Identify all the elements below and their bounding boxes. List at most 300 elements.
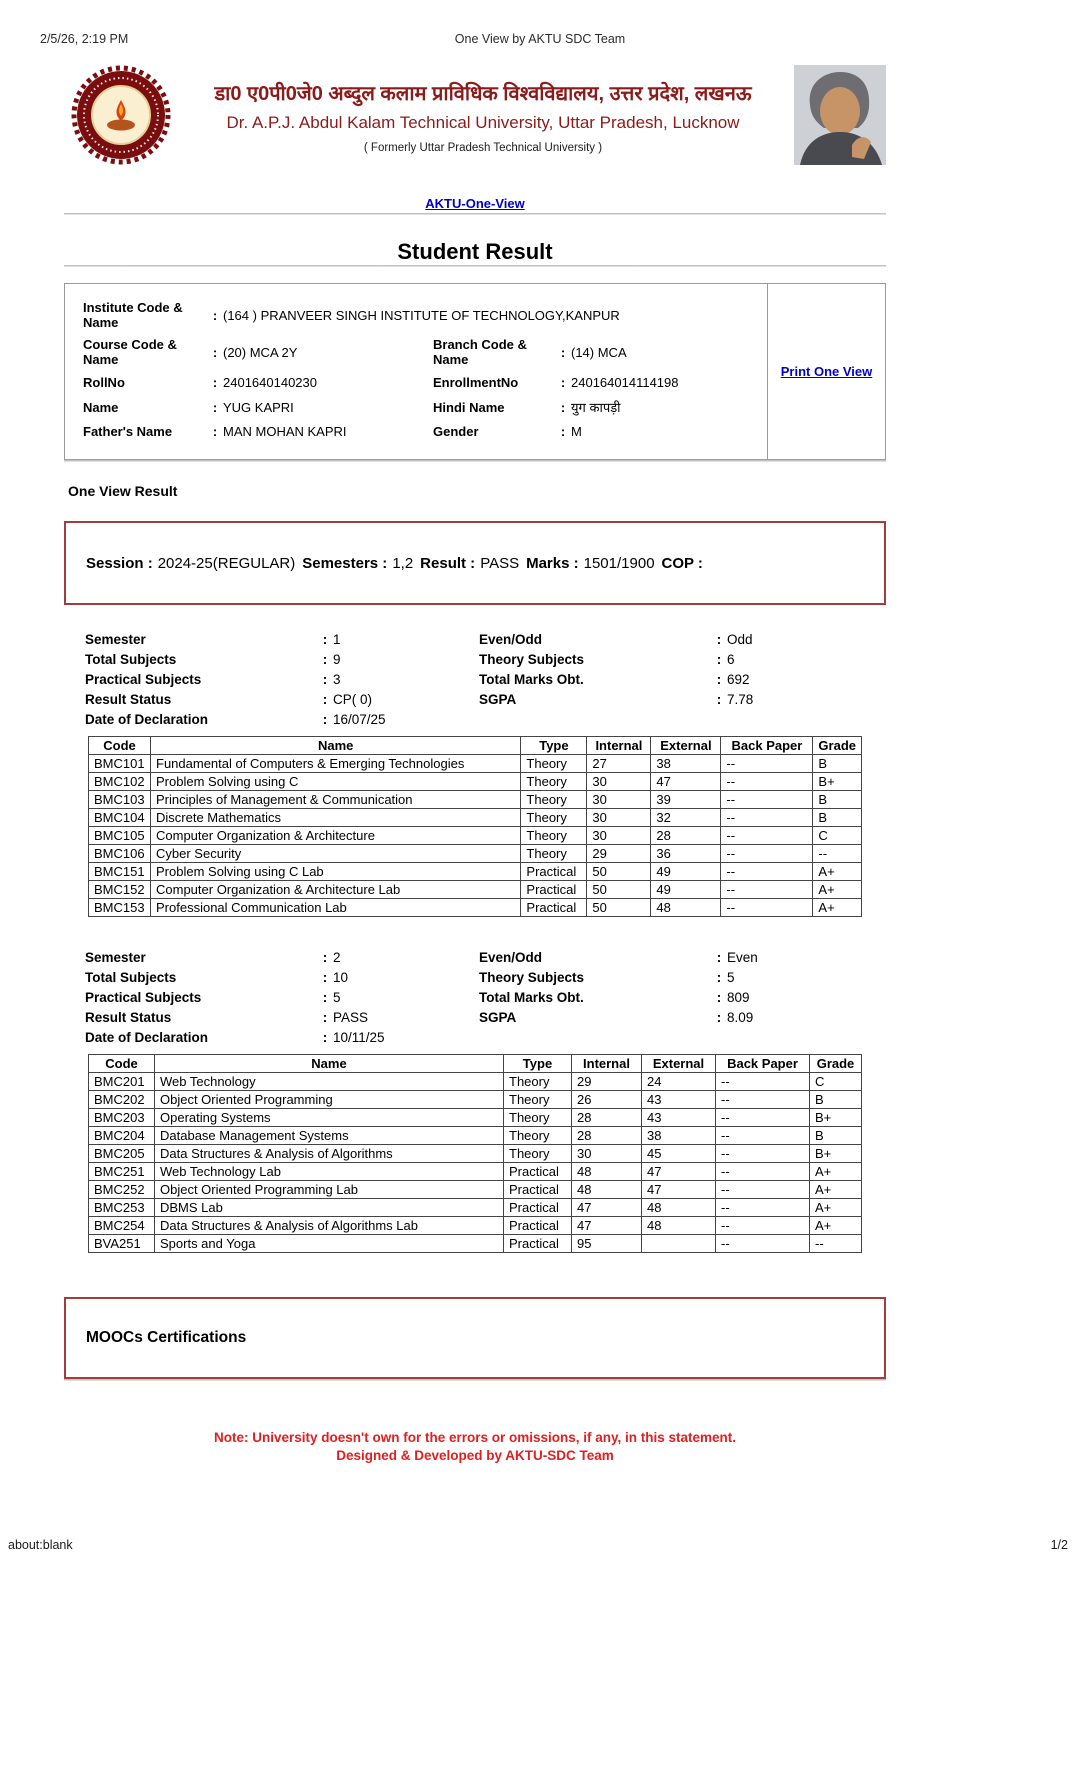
session-field-value: PASS [480, 554, 520, 572]
cell-external: 43 [642, 1091, 716, 1109]
colon: : [212, 399, 218, 415]
field-label: Total Marks Obt. [479, 989, 584, 1005]
cell-name: Computer Organization & Architecture [151, 827, 521, 845]
field-label: SGPA [479, 1009, 517, 1025]
cell-external: 28 [651, 827, 721, 845]
field-value: (20) MCA 2Y [223, 344, 298, 360]
colon: : [322, 711, 328, 727]
field-label: Total Subjects [85, 969, 177, 985]
result-row [89, 827, 862, 845]
field-row [85, 967, 886, 987]
cell-internal: 29 [572, 1073, 642, 1091]
cell-grade: -- [810, 1235, 862, 1253]
note-text: Note: University doesn't own for the errors or omissions, if any, in this statement. [213, 1430, 737, 1445]
university-title-block [172, 82, 794, 154]
colon: : [212, 424, 218, 439]
column-header: Grade [810, 1055, 862, 1073]
cell-type: Theory [504, 1073, 572, 1091]
field-value: 7.78 [727, 691, 754, 707]
cell-name: Web Technology Lab [155, 1163, 504, 1181]
cell-type: Practical [504, 1217, 572, 1235]
university-logo-icon [70, 64, 172, 171]
divider [64, 460, 886, 462]
print-timestamp: 2/5/26, 2:19 PM [40, 32, 129, 46]
moocs-box [64, 1297, 886, 1379]
cell-back-paper: -- [716, 1217, 810, 1235]
one-view-result-heading: One View Result [68, 483, 178, 499]
field-row [83, 374, 749, 391]
result-row [89, 1181, 862, 1199]
session-summary-box [64, 521, 886, 605]
cell-grade: C [813, 827, 862, 845]
field-value: 3 [333, 671, 341, 687]
column-header: Code [89, 737, 151, 755]
colon: : [212, 375, 218, 390]
colon: : [716, 969, 722, 985]
cell-internal: 50 [587, 881, 651, 899]
field-value: PASS [333, 1009, 369, 1025]
cell-back-paper: -- [721, 863, 813, 881]
field-value: 809 [727, 989, 750, 1005]
field-value: MAN MOHAN KAPRI [223, 424, 347, 439]
cell-external: 38 [642, 1127, 716, 1145]
credit-text: Designed & Developed by AKTU-SDC Team [336, 1447, 614, 1463]
field-label: Date of Declaration [85, 711, 209, 727]
field-label: Course Code & Name [83, 337, 177, 367]
field-label: Even/Odd [479, 949, 543, 965]
field-label: Hindi Name [433, 399, 505, 415]
column-header: Name [151, 737, 521, 755]
session-field-label: Semesters : [302, 554, 388, 572]
cell-type: Practical [504, 1163, 572, 1181]
cell-back-paper: -- [721, 755, 813, 773]
cell-internal: 30 [572, 1145, 642, 1163]
cell-type: Practical [504, 1235, 572, 1253]
column-header: Internal [572, 1055, 642, 1073]
field-label: Result Status [85, 691, 172, 707]
result-row [89, 1091, 862, 1109]
cell-name: Cyber Security [151, 845, 521, 863]
session-line [86, 555, 715, 572]
field-value: Even [727, 949, 758, 965]
cell-name: Database Management Systems [155, 1127, 504, 1145]
field-value: Odd [727, 631, 753, 647]
moocs-heading: MOOCs Certifications [86, 1329, 247, 1346]
semester1-summary [64, 629, 886, 729]
semester2-table-body [89, 1073, 862, 1253]
result-row [89, 809, 862, 827]
cell-grade: A+ [810, 1217, 862, 1235]
column-header: External [651, 737, 721, 755]
field-label: Name [83, 399, 119, 415]
field-label: Practical Subjects [85, 989, 202, 1005]
aktu-one-view-link[interactable]: AKTU-One-View [425, 196, 525, 211]
table-header-row [89, 737, 862, 755]
cell-code: BMC101 [89, 755, 151, 773]
field-label: EnrollmentNo [433, 375, 519, 390]
cell-name: Sports and Yoga [155, 1235, 504, 1253]
cell-code: BMC252 [89, 1181, 155, 1199]
cell-code: BMC253 [89, 1199, 155, 1217]
cell-back-paper: -- [721, 845, 813, 863]
cell-type: Practical [521, 863, 587, 881]
cell-type: Theory [521, 845, 587, 863]
field-value: 5 [333, 989, 341, 1005]
semester2-results-table [88, 1054, 862, 1253]
cell-name: Professional Communication Lab [151, 899, 521, 917]
column-header: Internal [587, 737, 651, 755]
colon: : [560, 424, 566, 439]
field-value: (164 ) PRANVEER SINGH INSTITUTE OF TECHNOLOGY,KANPUR [223, 307, 620, 323]
field-row [83, 423, 749, 440]
field-value: 10 [333, 969, 349, 985]
cell-internal: 50 [587, 863, 651, 881]
colon: : [212, 307, 218, 323]
cell-type: Practical [521, 881, 587, 899]
cell-internal: 95 [572, 1235, 642, 1253]
result-row [89, 1217, 862, 1235]
cell-name: Object Oriented Programming Lab [155, 1181, 504, 1199]
cell-grade: A+ [813, 899, 862, 917]
cell-external: 49 [651, 881, 721, 899]
cell-type: Theory [521, 827, 587, 845]
cell-back-paper: -- [716, 1127, 810, 1145]
cell-back-paper: -- [716, 1235, 810, 1253]
field-label: SGPA [479, 691, 517, 707]
result-row [89, 1199, 862, 1217]
field-label: Date of Declaration [85, 1029, 209, 1045]
semester1-results-table [88, 736, 862, 917]
table-header-row [89, 1055, 862, 1073]
cell-internal: 47 [572, 1217, 642, 1235]
column-header: Type [504, 1055, 572, 1073]
field-label: Result Status [85, 1009, 172, 1025]
result-row [89, 1073, 862, 1091]
cell-name: Problem Solving using C [151, 773, 521, 791]
field-label: Theory Subjects [479, 969, 585, 985]
result-row [89, 791, 862, 809]
field-value: 16/07/25 [333, 711, 386, 727]
cell-code: BMC102 [89, 773, 151, 791]
field-row [85, 669, 886, 689]
cell-internal: 30 [587, 809, 651, 827]
cell-external: 36 [651, 845, 721, 863]
divider [64, 213, 886, 215]
cell-grade: A+ [810, 1163, 862, 1181]
cell-name: DBMS Lab [155, 1199, 504, 1217]
cell-name: Web Technology [155, 1073, 504, 1091]
cell-back-paper: -- [716, 1163, 810, 1181]
student-info-box [64, 283, 886, 460]
field-label: Practical Subjects [85, 671, 202, 687]
cell-internal: 28 [572, 1109, 642, 1127]
colon: : [322, 651, 328, 667]
result-row [89, 1127, 862, 1145]
field-row [85, 987, 886, 1007]
cell-type: Theory [504, 1091, 572, 1109]
university-name-english: Dr. A.P.J. Abdul Kalam Technical University, Uttar Pradesh, Lucknow [226, 112, 740, 132]
field-label: Semester [85, 631, 146, 647]
field-value: (14) MCA [571, 344, 627, 360]
cell-type: Practical [521, 899, 587, 917]
cell-type: Practical [504, 1181, 572, 1199]
cell-grade: A+ [810, 1181, 862, 1199]
cell-grade: A+ [813, 863, 862, 881]
field-value: 692 [727, 671, 750, 687]
cell-internal: 48 [572, 1163, 642, 1181]
result-row [89, 1109, 862, 1127]
field-value: YUG KAPRI [223, 399, 294, 415]
cell-external [642, 1235, 716, 1253]
field-value: 2 [333, 949, 341, 965]
cell-grade: B [813, 755, 862, 773]
colon: : [716, 1009, 722, 1025]
cell-name: Computer Organization & Architecture Lab [151, 881, 521, 899]
field-value: 9 [333, 651, 341, 667]
cell-code: BMC104 [89, 809, 151, 827]
cell-code: BMC205 [89, 1145, 155, 1163]
field-row [83, 337, 749, 367]
cell-back-paper: -- [716, 1145, 810, 1163]
footer-url: about:blank [8, 1538, 73, 1552]
cell-code: BMC152 [89, 881, 151, 899]
cell-back-paper: -- [721, 827, 813, 845]
colon: : [560, 344, 566, 360]
cell-type: Practical [504, 1199, 572, 1217]
cell-back-paper: -- [721, 899, 813, 917]
session-field-value: 1,2 [392, 554, 414, 572]
field-row [85, 689, 886, 709]
cell-code: BMC254 [89, 1217, 155, 1235]
field-value: 6 [727, 651, 735, 667]
field-label: Branch Code & Name [433, 337, 527, 367]
cell-external: 47 [651, 773, 721, 791]
university-formerly-text: ( Formerly Uttar Pradesh Technical University ) [363, 141, 603, 154]
cell-grade: B+ [810, 1145, 862, 1163]
cell-grade: B [813, 791, 862, 809]
colon: : [322, 671, 328, 687]
cell-name: Principles of Management & Communication [151, 791, 521, 809]
result-row [89, 1235, 862, 1253]
cell-back-paper: -- [721, 791, 813, 809]
cell-internal: 47 [572, 1199, 642, 1217]
cell-type: Theory [504, 1109, 572, 1127]
document-page [64, 0, 886, 1464]
colon: : [322, 989, 328, 1005]
cell-external: 39 [651, 791, 721, 809]
cell-grade: B [813, 809, 862, 827]
divider [64, 1379, 886, 1381]
colon: : [322, 1009, 328, 1025]
university-name-hindi: डा0 ए0पी0जे0 अब्दुल कलाम प्राविधिक विश्वविद्यालय, उत्तर प्रदेश, लखनऊ [214, 82, 752, 105]
column-header: Type [521, 737, 587, 755]
cell-internal: 27 [587, 755, 651, 773]
colon: : [322, 1029, 328, 1045]
cell-external: 47 [642, 1181, 716, 1199]
divider [64, 265, 886, 267]
field-label: Institute Code & Name [83, 300, 183, 330]
cell-name: Operating Systems [155, 1109, 504, 1127]
cell-internal: 30 [587, 773, 651, 791]
cell-type: Theory [504, 1127, 572, 1145]
cell-internal: 48 [572, 1181, 642, 1199]
field-row [85, 649, 886, 669]
university-header [64, 64, 886, 171]
cell-type: Theory [521, 755, 587, 773]
cell-back-paper: -- [716, 1199, 810, 1217]
cell-code: BMC151 [89, 863, 151, 881]
field-value: 8.09 [727, 1009, 754, 1025]
cell-name: Fundamental of Computers & Emerging Technologies [151, 755, 521, 773]
field-value: युग कापड़ी [571, 400, 621, 415]
cell-external: 48 [642, 1199, 716, 1217]
session-field-label: Session : [86, 554, 153, 572]
field-value: 2401640140230 [223, 375, 317, 390]
cell-internal: 30 [587, 791, 651, 809]
colon: : [716, 989, 722, 1005]
cell-back-paper: -- [716, 1181, 810, 1199]
cell-name: Data Structures & Analysis of Algorithms Lab [155, 1217, 504, 1235]
cell-internal: 28 [572, 1127, 642, 1145]
cell-external: 32 [651, 809, 721, 827]
field-row [85, 1007, 886, 1027]
cell-back-paper: -- [716, 1091, 810, 1109]
session-field-label: Result : [420, 554, 476, 572]
result-row [89, 773, 862, 791]
cell-code: BMC105 [89, 827, 151, 845]
cell-grade: B [810, 1091, 862, 1109]
cell-back-paper: -- [716, 1073, 810, 1091]
cell-grade: B+ [813, 773, 862, 791]
column-header: Code [89, 1055, 155, 1073]
colon: : [560, 399, 566, 415]
cell-back-paper: -- [721, 809, 813, 827]
result-row [89, 1163, 862, 1181]
kalam-photo [794, 65, 886, 170]
result-row [89, 755, 862, 773]
column-header: Back Paper [721, 737, 813, 755]
colon: : [212, 344, 218, 360]
field-value: 1 [333, 631, 341, 647]
cell-code: BMC201 [89, 1073, 155, 1091]
column-header: Grade [813, 737, 862, 755]
cell-external: 38 [651, 755, 721, 773]
footer-note [64, 1429, 886, 1464]
colon: : [716, 671, 722, 687]
footer-page-number: 1/2 [1050, 1538, 1068, 1552]
field-label: Semester [85, 949, 146, 965]
colon: : [716, 631, 722, 647]
column-header: Back Paper [716, 1055, 810, 1073]
semester1-table-body [89, 755, 862, 917]
result-row [89, 881, 862, 899]
cell-code: BMC251 [89, 1163, 155, 1181]
colon: : [322, 631, 328, 647]
field-row [85, 709, 886, 729]
cell-code: BMC203 [89, 1109, 155, 1127]
cell-name: Data Structures & Analysis of Algorithms [155, 1145, 504, 1163]
cell-code: BMC103 [89, 791, 151, 809]
field-label: Gender [433, 424, 479, 439]
result-row [89, 845, 862, 863]
field-label: Theory Subjects [479, 651, 585, 667]
print-one-view-link[interactable]: Print One View [780, 364, 873, 379]
cell-type: Theory [521, 791, 587, 809]
cell-code: BMC202 [89, 1091, 155, 1109]
print-title: One View by AKTU SDC Team [454, 32, 626, 46]
cell-external: 49 [651, 863, 721, 881]
result-row [89, 863, 862, 881]
cell-external: 24 [642, 1073, 716, 1091]
result-row [89, 1145, 862, 1163]
cell-grade: B [810, 1127, 862, 1145]
cell-type: Theory [521, 809, 587, 827]
field-value: 240164014114198 [571, 375, 679, 390]
one-view-link-row [64, 195, 886, 213]
cell-grade: A+ [810, 1199, 862, 1217]
colon: : [322, 949, 328, 965]
field-row [83, 398, 749, 416]
field-row [85, 947, 886, 967]
cell-grade: -- [813, 845, 862, 863]
colon: : [716, 949, 722, 965]
cell-name: Problem Solving using C Lab [151, 863, 521, 881]
field-value: 10/11/25 [333, 1029, 385, 1045]
cell-external: 43 [642, 1109, 716, 1127]
colon: : [716, 691, 722, 707]
cell-code: BMC106 [89, 845, 151, 863]
cell-name: Object Oriented Programming [155, 1091, 504, 1109]
browser-print-footer [8, 1538, 1068, 1552]
field-label: RollNo [83, 375, 125, 390]
result-row [89, 899, 862, 917]
colon: : [716, 651, 722, 667]
page-title: Student Result [397, 239, 553, 264]
session-field-value: 1501/1900 [583, 554, 655, 572]
cell-external: 45 [642, 1145, 716, 1163]
print-one-view-cell [767, 284, 885, 459]
semester2-summary [64, 947, 886, 1047]
colon: : [322, 691, 328, 707]
session-field-label: COP : [661, 554, 703, 572]
session-field-value: 2024-25(REGULAR) [157, 554, 296, 572]
cell-grade: C [810, 1073, 862, 1091]
field-value: CP( 0) [333, 691, 373, 707]
cell-type: Theory [504, 1145, 572, 1163]
cell-external: 47 [642, 1163, 716, 1181]
session-field-label: Marks : [526, 554, 579, 572]
cell-grade: A+ [813, 881, 862, 899]
cell-back-paper: -- [721, 773, 813, 791]
field-row [83, 300, 749, 330]
field-value: M [571, 424, 582, 439]
cell-internal: 29 [587, 845, 651, 863]
cell-code: BVA251 [89, 1235, 155, 1253]
cell-external: 48 [642, 1217, 716, 1235]
cell-type: Theory [521, 773, 587, 791]
field-label: Total Subjects [85, 651, 177, 667]
cell-internal: 26 [572, 1091, 642, 1109]
colon: : [560, 375, 566, 390]
cell-code: BMC153 [89, 899, 151, 917]
field-label: Total Marks Obt. [479, 671, 584, 687]
cell-back-paper: -- [716, 1109, 810, 1127]
column-header: Name [155, 1055, 504, 1073]
cell-external: 48 [651, 899, 721, 917]
field-row [85, 1027, 886, 1047]
student-info-fields [65, 284, 767, 459]
field-label: Father's Name [83, 424, 173, 439]
